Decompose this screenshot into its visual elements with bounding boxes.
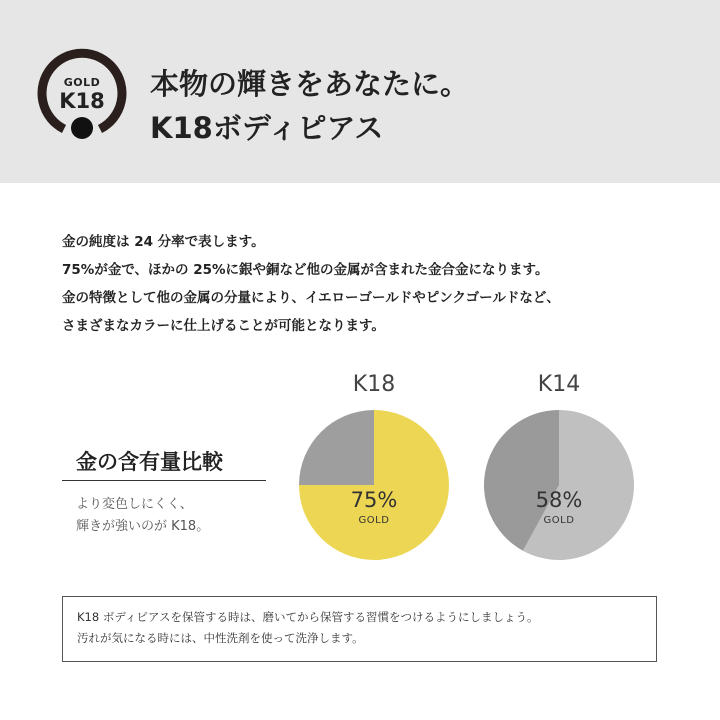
care-note-line: K18 ボディピアスを保管する時は、磨いてから保管する習慣をつけるようにしましょう。 [77, 610, 539, 624]
page-title: 本物の輝きをあなたに。 [150, 67, 470, 101]
intro-line: 金の純度は 24 分率で表します。 [62, 234, 265, 250]
badge-k18-text: K18 [59, 89, 105, 113]
pie-slice-1 [299, 410, 374, 485]
header-banner [0, 0, 720, 183]
care-note-line: 汚れが気になる時には、中性洗剤を使って洗浄します。 [77, 631, 364, 645]
pie-k14-gold-label: GOLD [543, 515, 575, 526]
comparison-description [76, 494, 209, 538]
comparison-desc-line: より変色しにくく、 [76, 497, 193, 512]
page-subtitle: K18ボディピアス [150, 111, 384, 145]
comparison-divider [62, 480, 266, 481]
gold-k18-badge [36, 46, 128, 142]
pie-k14-percent: 58% [535, 488, 583, 512]
comparison-desc-line: 輝きが強いのが K18。 [76, 519, 210, 534]
intro-line: さまざまなカラーに仕上げることが可能となります。 [62, 318, 385, 334]
comparison-title: 金の含有量比較 [76, 450, 223, 474]
pie-k18-title: K18 [352, 372, 396, 397]
care-note-box [62, 596, 657, 662]
pie-k14-title: K14 [537, 372, 581, 397]
pie-chart-k18 [299, 410, 449, 560]
intro-text [62, 228, 662, 340]
badge-gold-text: GOLD [63, 76, 101, 89]
pie-k18-gold-label: GOLD [358, 515, 390, 526]
intro-line: 75%が金で、ほかの 25%に銀や銅など他の金属が含まれた金合金になります。 [62, 262, 549, 278]
pie-chart-k14 [484, 410, 634, 560]
pie-k18-percent: 75% [350, 488, 398, 512]
intro-line: 金の特徴として他の金属の分量により、イエローゴールドやピンクゴールドなど、 [62, 290, 560, 306]
